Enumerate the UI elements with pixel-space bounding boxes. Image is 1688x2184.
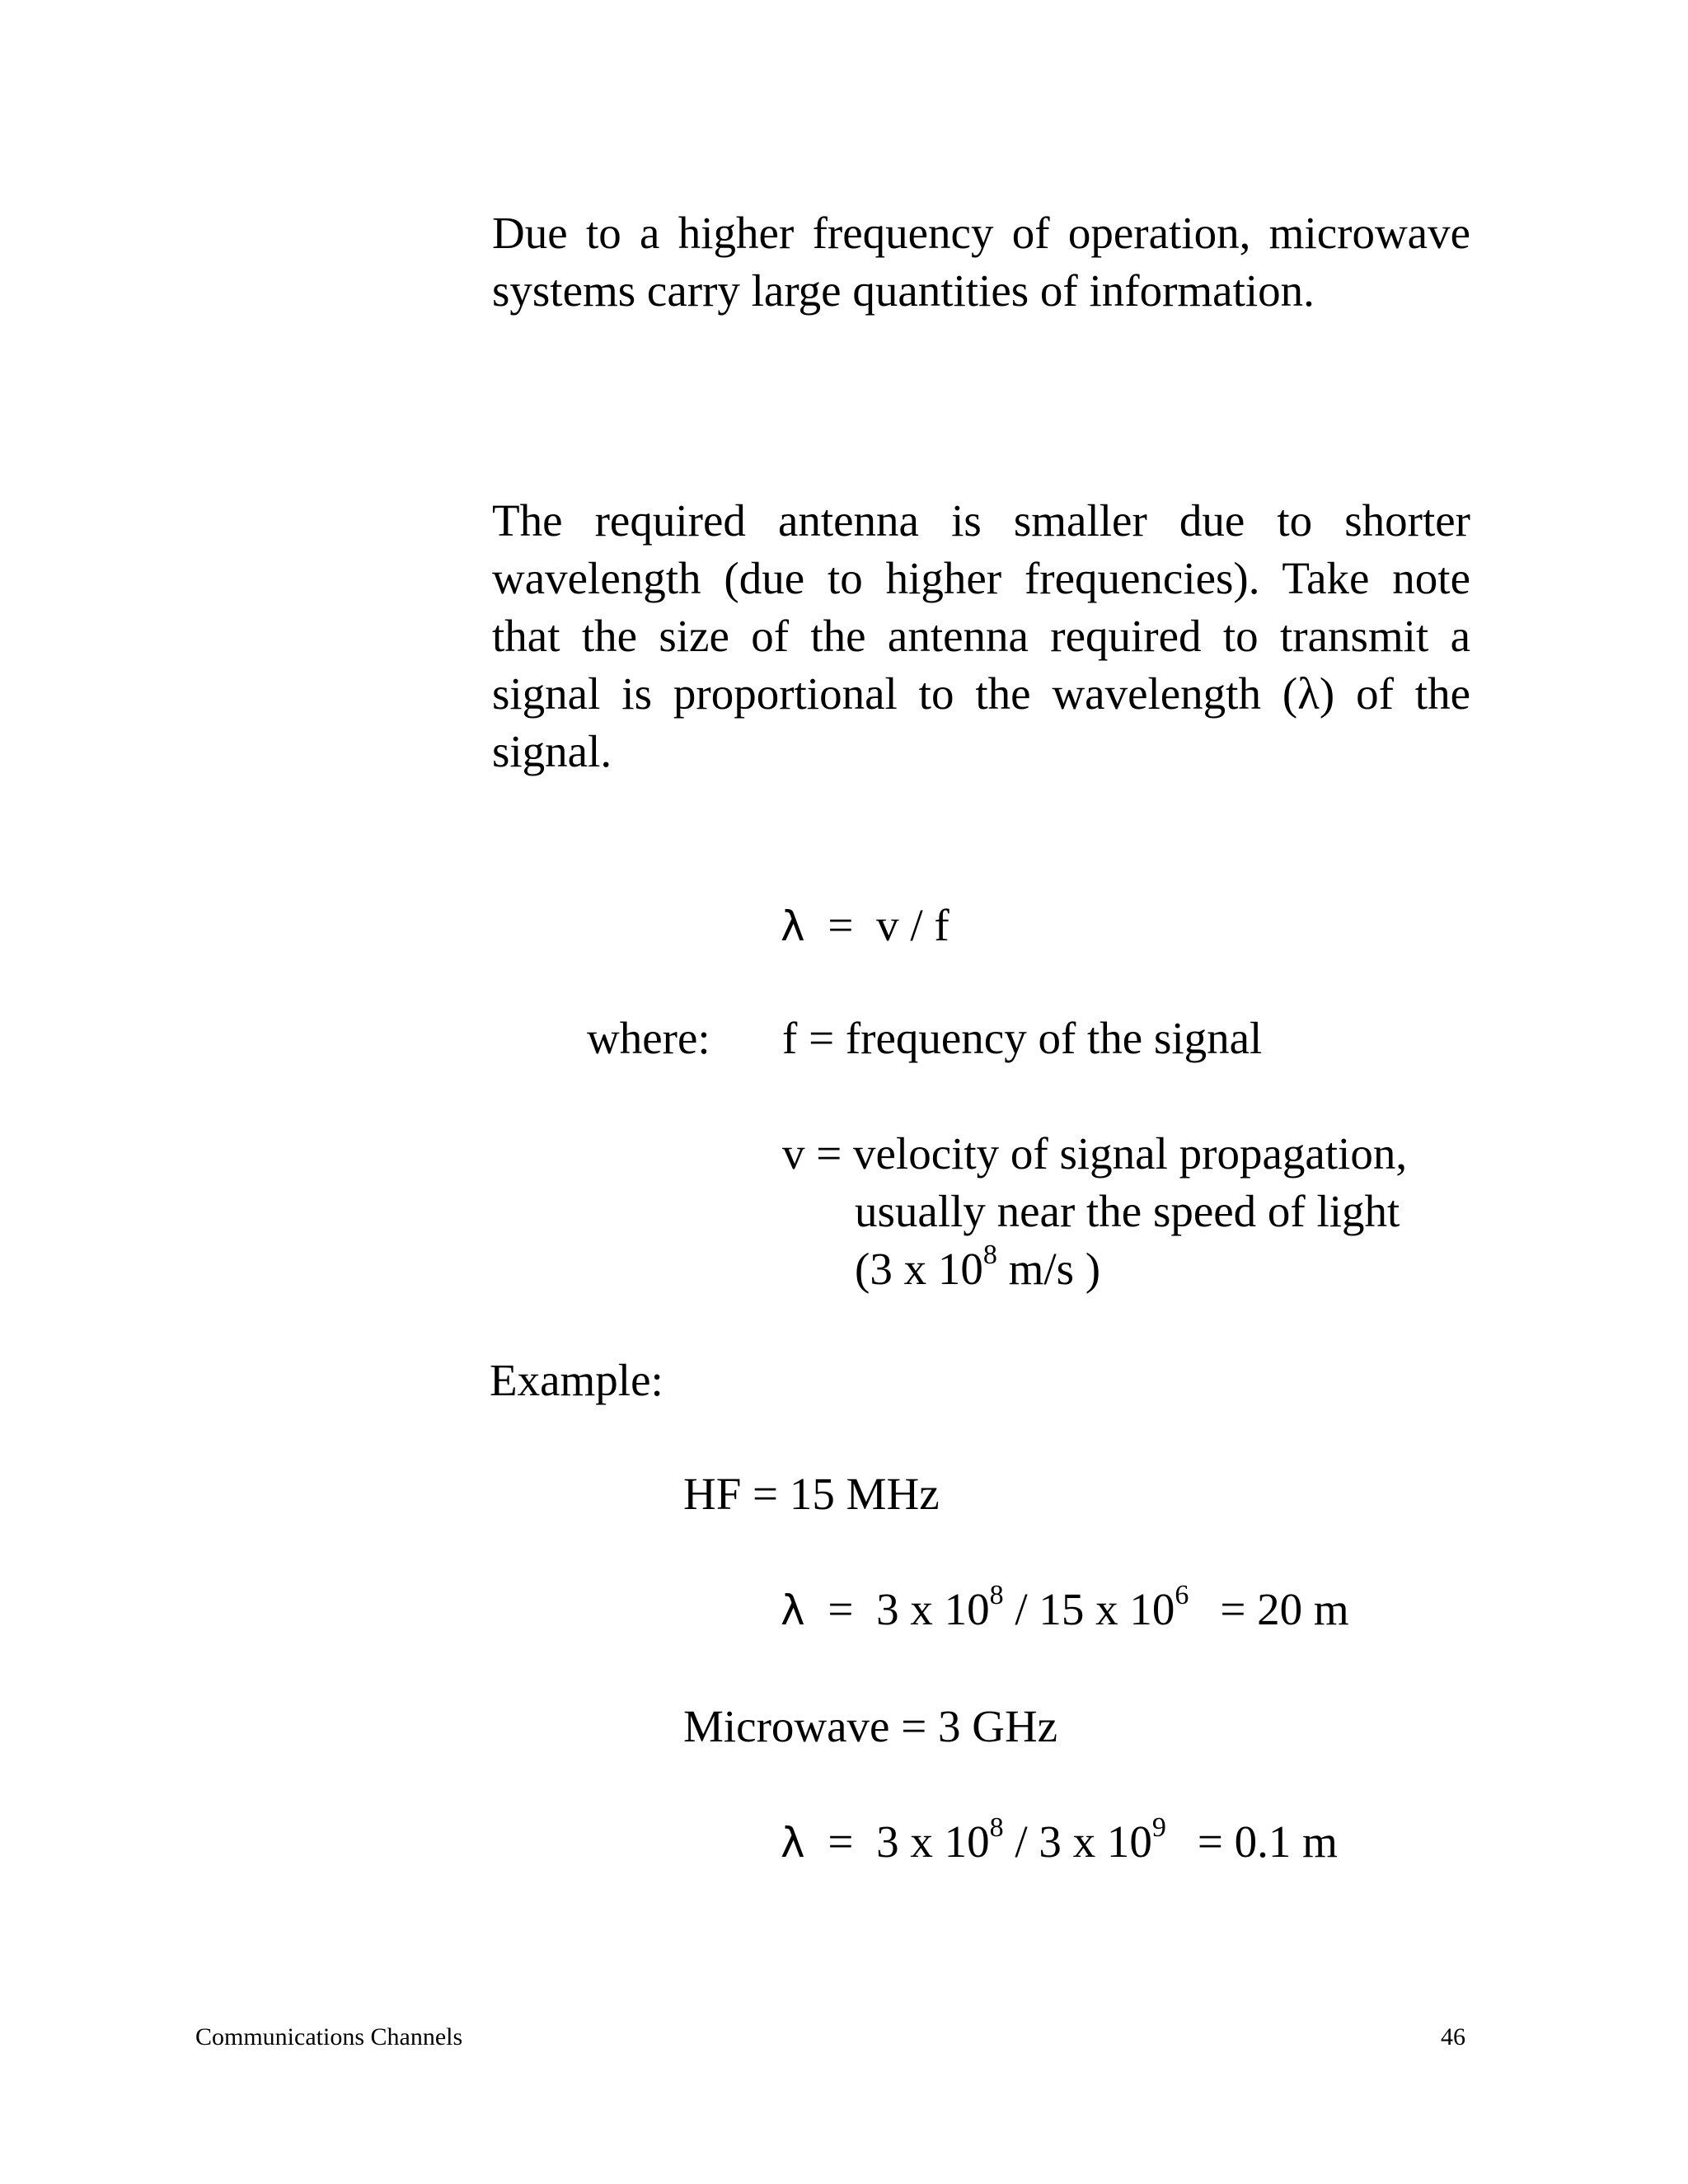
speed-base: (3 x 10 [855, 1244, 983, 1294]
hf-frequency: HF = 15 MHz [683, 1469, 940, 1519]
velocity-definition-cont: usually near the speed of light [855, 1186, 1400, 1236]
calc-equals: = [828, 1584, 854, 1634]
lambda-symbol: λ [781, 1586, 805, 1634]
formula-rhs: v / f [876, 900, 950, 950]
calc-result: = 20 m [1220, 1584, 1349, 1634]
frequency-definition: f = frequency of the signal [782, 1013, 1263, 1063]
calc-equals: = [828, 1816, 854, 1867]
footer-chapter-title: Communications Channels [195, 2023, 463, 2050]
speed-exponent: 8 [982, 1239, 997, 1270]
velocity-definition: v = velocity of signal propagation, [782, 1128, 1408, 1179]
lambda-symbol: λ [781, 902, 805, 950]
calc-result: = 0.1 m [1197, 1816, 1338, 1867]
formula-equals: = [828, 900, 854, 950]
speed-of-light-value [855, 1240, 1100, 1298]
calc-denominator-base: / 15 x 10 [1003, 1584, 1175, 1634]
example-label: Example: [490, 1355, 663, 1405]
calc-numerator-base: 3 x 10 [876, 1584, 990, 1634]
speed-unit: m/s ) [996, 1244, 1101, 1294]
calc-denominator-exp: 6 [1175, 1579, 1189, 1610]
paragraph-microwave-capacity: Due to a higher frequency of operation, microwave systems carry large quantities of information. [492, 208, 1470, 316]
calc-numerator-exp: 8 [989, 1579, 1004, 1610]
page-number: 46 [1441, 2023, 1465, 2050]
calc-numerator-base: 3 x 10 [876, 1816, 990, 1867]
microwave-wavelength-calc [781, 1813, 1338, 1872]
calc-denominator-exp: 9 [1151, 1811, 1166, 1843]
hf-wavelength-calc [781, 1581, 1349, 1639]
where-label: where: [587, 1013, 710, 1063]
microwave-frequency: Microwave = 3 GHz [683, 1701, 1058, 1751]
wavelength-formula [781, 897, 950, 955]
calc-denominator-base: / 3 x 10 [1003, 1816, 1152, 1867]
calc-numerator-exp: 8 [989, 1811, 1004, 1843]
lambda-symbol: λ [781, 1819, 805, 1867]
paragraph-antenna-size: The required antenna is smaller due to shorter wavelength (due to higher frequencies). Take note that the size of the antenna required to transmit a signal is proportional to the wavelength (λ) of the signal. [492, 495, 1470, 776]
